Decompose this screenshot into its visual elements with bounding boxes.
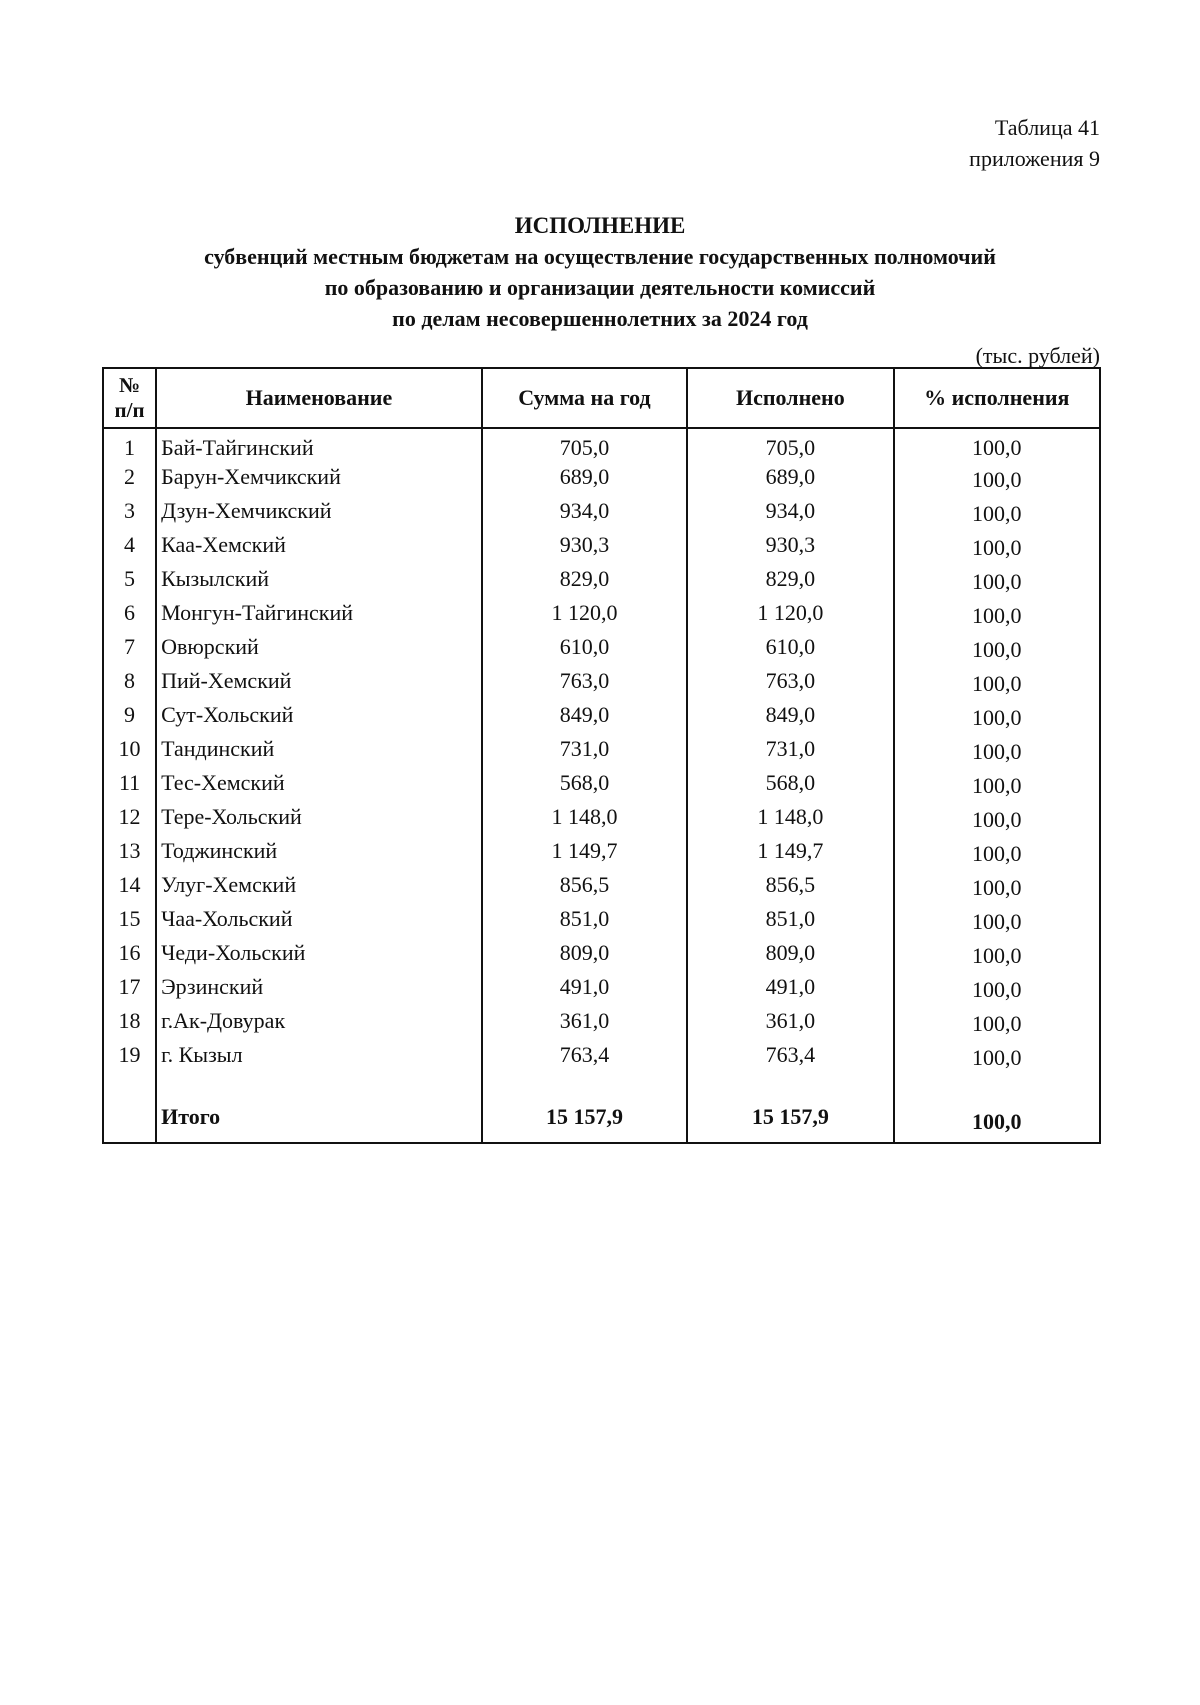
table-row <box>103 700 1100 734</box>
spacer-cell <box>156 1074 482 1101</box>
row-number: 14 <box>103 870 156 904</box>
row-number: 7 <box>103 632 156 666</box>
row-percent: 100,0 <box>894 870 1100 904</box>
row-percent: 100,0 <box>894 802 1100 836</box>
total-label: Итого <box>156 1101 482 1143</box>
row-sum: 361,0 <box>482 1006 687 1040</box>
row-name: Сут-Хольский <box>156 700 482 734</box>
row-name: г.Ак-Довурак <box>156 1006 482 1040</box>
spacer-cell <box>482 1074 687 1101</box>
row-name: Дзун-Хемчикский <box>156 496 482 530</box>
row-number: 16 <box>103 938 156 972</box>
row-sum: 731,0 <box>482 734 687 768</box>
total-percent: 100,0 <box>894 1101 1100 1143</box>
row-done: 1 148,0 <box>687 802 893 836</box>
row-percent: 100,0 <box>894 938 1100 972</box>
row-sum: 689,0 <box>482 462 687 496</box>
row-name: Тес-Хемский <box>156 768 482 802</box>
row-name: Тоджинский <box>156 836 482 870</box>
row-done: 851,0 <box>687 904 893 938</box>
row-percent: 100,0 <box>894 700 1100 734</box>
row-number: 8 <box>103 666 156 700</box>
row-number: 19 <box>103 1040 156 1074</box>
table-header-row <box>103 368 1100 428</box>
row-percent: 100,0 <box>894 1040 1100 1074</box>
row-number: 6 <box>103 598 156 632</box>
total-done: 15 157,9 <box>687 1101 893 1143</box>
row-done: 1 149,7 <box>687 836 893 870</box>
row-name: Тере-Хольский <box>156 802 482 836</box>
row-done: 809,0 <box>687 938 893 972</box>
appendix-number: приложения 9 <box>969 146 1100 171</box>
table-row <box>103 632 1100 666</box>
header-number <box>103 368 156 428</box>
row-number: 5 <box>103 564 156 598</box>
row-percent: 100,0 <box>894 836 1100 870</box>
row-name: Каа-Хемский <box>156 530 482 564</box>
row-sum: 856,5 <box>482 870 687 904</box>
row-number: 18 <box>103 1006 156 1040</box>
header-number-line-2: п/п <box>114 398 145 422</box>
table-row <box>103 734 1100 768</box>
row-number: 10 <box>103 734 156 768</box>
row-sum: 1 148,0 <box>482 802 687 836</box>
table-row <box>103 1040 1100 1074</box>
row-number: 11 <box>103 768 156 802</box>
row-number: 12 <box>103 802 156 836</box>
row-percent: 100,0 <box>894 904 1100 938</box>
row-percent: 100,0 <box>894 632 1100 666</box>
total-number <box>103 1101 156 1143</box>
row-percent: 100,0 <box>894 530 1100 564</box>
row-done: 1 120,0 <box>687 598 893 632</box>
row-name: Чеди-Хольский <box>156 938 482 972</box>
row-percent: 100,0 <box>894 972 1100 1006</box>
spacer-cell <box>687 1074 893 1101</box>
row-percent: 100,0 <box>894 564 1100 598</box>
row-name: Кызылский <box>156 564 482 598</box>
table-row <box>103 836 1100 870</box>
table-reference <box>969 112 1100 174</box>
row-done: 763,4 <box>687 1040 893 1074</box>
table-row <box>103 530 1100 564</box>
row-done: 361,0 <box>687 1006 893 1040</box>
row-name: Бай-Тайгинский <box>156 428 482 462</box>
header-name: Наименование <box>156 368 482 428</box>
header-number-line-1: № <box>118 373 141 397</box>
row-number: 9 <box>103 700 156 734</box>
row-done: 491,0 <box>687 972 893 1006</box>
row-done: 930,3 <box>687 530 893 564</box>
row-percent: 100,0 <box>894 496 1100 530</box>
header-percent: % исполнения <box>894 368 1100 428</box>
spacer-cell <box>103 1074 156 1101</box>
row-percent: 100,0 <box>894 462 1100 496</box>
table-row <box>103 428 1100 462</box>
row-name: Монгун-Тайгинский <box>156 598 482 632</box>
spacer-row <box>103 1074 1100 1101</box>
table-number: Таблица 41 <box>994 115 1100 140</box>
row-sum: 610,0 <box>482 632 687 666</box>
row-percent: 100,0 <box>894 768 1100 802</box>
row-done: 934,0 <box>687 496 893 530</box>
row-name: Тандинский <box>156 734 482 768</box>
row-number: 13 <box>103 836 156 870</box>
table-row <box>103 904 1100 938</box>
table-row <box>103 938 1100 972</box>
row-done: 829,0 <box>687 564 893 598</box>
row-name: Чаа-Хольский <box>156 904 482 938</box>
row-done: 856,5 <box>687 870 893 904</box>
row-number: 4 <box>103 530 156 564</box>
row-done: 705,0 <box>687 428 893 462</box>
row-sum: 763,0 <box>482 666 687 700</box>
row-number: 2 <box>103 462 156 496</box>
row-percent: 100,0 <box>894 598 1100 632</box>
row-sum: 491,0 <box>482 972 687 1006</box>
total-row <box>103 1101 1100 1143</box>
unit-note: (тыс. рублей) <box>975 343 1100 368</box>
row-percent: 100,0 <box>894 734 1100 768</box>
table-row <box>103 496 1100 530</box>
row-name: Улуг-Хемский <box>156 870 482 904</box>
table-row <box>103 462 1100 496</box>
title-heading: ИСПОЛНЕНИЕ <box>514 213 686 238</box>
row-name: Барун-Хемчикский <box>156 462 482 496</box>
row-number: 1 <box>103 428 156 462</box>
row-sum: 1 149,7 <box>482 836 687 870</box>
execution-table <box>102 367 1101 1144</box>
row-number: 15 <box>103 904 156 938</box>
table-row <box>103 870 1100 904</box>
row-done: 568,0 <box>687 768 893 802</box>
title-line-1: субвенций местным бюджетам на осуществление государственных полномочий <box>204 244 996 269</box>
row-sum: 568,0 <box>482 768 687 802</box>
row-percent: 100,0 <box>894 666 1100 700</box>
table-row <box>103 564 1100 598</box>
document-title <box>0 210 1200 334</box>
title-line-2: по образованию и организации деятельности комиссий <box>324 275 876 300</box>
header-done: Исполнено <box>687 368 893 428</box>
table-row <box>103 1006 1100 1040</box>
row-done: 731,0 <box>687 734 893 768</box>
row-name: г. Кызыл <box>156 1040 482 1074</box>
table-row <box>103 598 1100 632</box>
row-sum: 763,4 <box>482 1040 687 1074</box>
row-done: 610,0 <box>687 632 893 666</box>
header-sum: Сумма на год <box>482 368 687 428</box>
total-sum: 15 157,9 <box>482 1101 687 1143</box>
row-number: 3 <box>103 496 156 530</box>
row-sum: 809,0 <box>482 938 687 972</box>
table-row <box>103 802 1100 836</box>
table-row <box>103 768 1100 802</box>
row-percent: 100,0 <box>894 428 1100 462</box>
row-sum: 705,0 <box>482 428 687 462</box>
row-name: Эрзинский <box>156 972 482 1006</box>
row-sum: 851,0 <box>482 904 687 938</box>
row-sum: 930,3 <box>482 530 687 564</box>
row-done: 763,0 <box>687 666 893 700</box>
row-percent: 100,0 <box>894 1006 1100 1040</box>
row-name: Овюрский <box>156 632 482 666</box>
row-sum: 829,0 <box>482 564 687 598</box>
spacer-cell <box>894 1074 1100 1101</box>
title-line-3: по делам несовершеннолетних за 2024 год <box>392 306 808 331</box>
row-sum: 849,0 <box>482 700 687 734</box>
row-number: 17 <box>103 972 156 1006</box>
row-sum: 1 120,0 <box>482 598 687 632</box>
table-body <box>103 428 1100 1143</box>
table-row <box>103 666 1100 700</box>
row-sum: 934,0 <box>482 496 687 530</box>
row-name: Пий-Хемский <box>156 666 482 700</box>
row-done: 689,0 <box>687 462 893 496</box>
row-done: 849,0 <box>687 700 893 734</box>
table-row <box>103 972 1100 1006</box>
